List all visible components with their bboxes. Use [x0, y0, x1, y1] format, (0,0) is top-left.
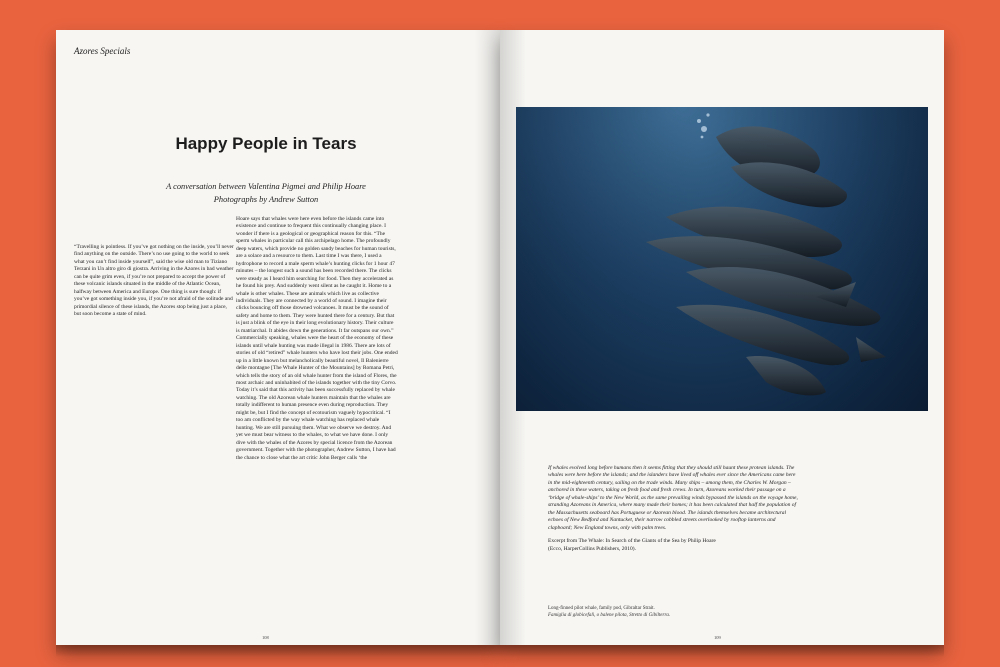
- gutter-shadow: [474, 30, 500, 645]
- subtitle-line: A conversation between Valentina Pigmei and Philip Hoare: [166, 182, 366, 191]
- page-shadow: [56, 645, 944, 657]
- left-page: [56, 30, 500, 645]
- page-number: 108: [262, 635, 269, 640]
- caption-excerpt: If whales evolved long before humans then it seems fitting that they should still haunt these protean islands. The whales were here before the islands; and the islanders have lived off whales ever since the Americans came here in the mid-eighteenth century, sailing on the trade winds. Many ships – among them, the Charles W. Morgan – anchored in these waters, taking on fresh food and fresh crews. In turn, Azoreans worked their passage on a ‘bridge of whale-ships’ to the New World, as the same prevailing winds bypassed the islands on the voyage home, stranding Azoreans in America, where many made their homes; it has been calculated that half the population of the Massachusetts seaboard has Portuguese or Azorean blood. The islands themselves became architectural echoes of New Bedford and Nantucket, their narrow cobbled streets overlooked by rooftop lanterns and clapboard; New England towns, only with palm trees.: [548, 465, 798, 531]
- article-subtitle: [56, 180, 476, 206]
- paragraph: Hoare says that whales were here even before the islands came into existence and continue to frequent this continually changing place. I wonder if there is a geological or geographical reason for this. “The sperm whales in particular call this archipelago home. The profoundly deep waters, which provide no golden sandy beaches for human tourists, are a solace and a resource to them. Last time I was there, I used a hydrophone to record a male sperm whale’s hunting clicks for 1 hour 47 minutes – the longest such a sound has been recorded there. The clicks were steady as I heard him searching for food. Then they accelerated as he found his prey. And suddenly went silent as he caught it. Home to a whale is other whales. These are animals which live as collective individuals. They are connected by a world of sound. I imagine their clicks bouncing off those drowned volcanoes. It must be the sound of safety and home to them. They were hunted there for a century. But that is just a blink of the eye in their long evolutionary history. Their culture is matriarchal. It abides down the generations. It far outspans our own.”: [236, 216, 396, 334]
- whale-pod-illustration: [516, 107, 928, 411]
- excerpt-source: [548, 538, 798, 553]
- page-number: 109: [714, 635, 721, 640]
- paragraph: Commercially speaking, whales were the heart of the economy of these islands until whale hunting was made illegal in 1986. There are lots of stories of old “retired” whale hunters who have lost their jobs. One ended up in a little known but melancholically beautiful novel, Il Balenierre delle montagne [The Whale Hunter of the Mountains] by Romana Petri, which tells the story of an old whale hunter from the island of Flores, the most archaic and uninhabited of the islands together with the tiny Corvo.: [236, 335, 398, 386]
- pilot-whales-photo: [516, 107, 928, 411]
- credit-line-italian: Famiglia di globicefali, o balene pilota, Stretto di Gibilterra.: [548, 613, 671, 618]
- section-label: Azores Specials: [74, 46, 131, 56]
- paragraph: Today it’s said that this activity has been successfully replaced by whale watching. The old Azorean whale hunters maintain that the whales are totally indifferent to human presence even during reproduction. They might be, but I find the concept of ecotourism vaguely hypocritical. “I too am conflicted by the way whale watching has replaced whale hunting. We are still pursuing them. What we observe we destroy. And yet we must bear witness to the whales, to what we have done. I only dive with the whales of the Azores by special licence from the Azorean government. Together with the photographer, Andrew Sutton, I have had the chance to close what the art critic John Berger calls ‘the: [236, 387, 396, 461]
- excerpt-line: Excerpt from The Whale: In Search of the Giants of the Sea by Philip Hoare: [548, 538, 716, 545]
- article-title: Happy People in Tears: [175, 134, 357, 153]
- body-column-2: [236, 216, 398, 462]
- paragraph: “Travelling is pointless. If you’ve got nothing on the inside, you’ll never find anything on the outside. There’s no use going to the world to seek what you can’t find inside yourself”, said the wise old man to Tiziano Terzani in Un altro giro di giostra. Arriving in the Azores in bad weather can be quite grim even, if you’re not prepared to accept the power of these volcanic islands situated in the middle of the Atlantic Ocean, halfway between America and Europe. One thing is sure though: if you’ve got something inside you, if you’re not afraid of the solitude and primordial silence of these islands, the Azores stop being just a place, but soon become a state of mind.: [74, 244, 234, 318]
- credit-line: Long-finned pilot whale, family pod, Gibraltar Strait.: [548, 606, 655, 611]
- excerpt-line: (Ecco, HarperCollins Publishers, 2010).: [548, 545, 636, 552]
- photo-credit: [548, 605, 748, 619]
- subtitle-line: Photographs by Andrew Sutton: [213, 195, 319, 204]
- right-page: [500, 30, 944, 645]
- body-column-1: [74, 244, 234, 319]
- photo-caption: [548, 465, 798, 559]
